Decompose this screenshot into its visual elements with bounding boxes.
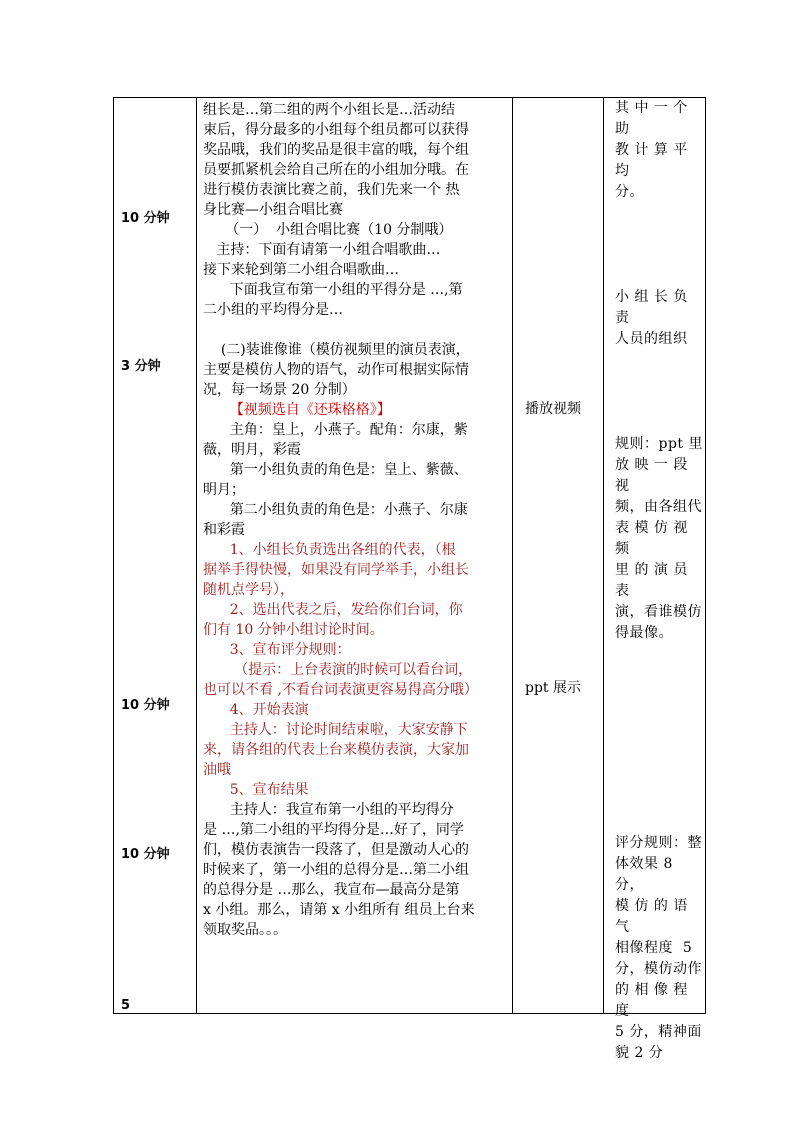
- note-line: 体效果 8 分，: [615, 856, 678, 893]
- content-line: 主要是模仿人物的语气，动作可根据实际情: [203, 362, 469, 378]
- note-line: 相像程度 5: [615, 940, 693, 956]
- content-line: 领取奖品。。。: [203, 922, 287, 938]
- content-line: 油哦: [203, 762, 231, 778]
- content-line: 明月；: [203, 482, 245, 498]
- content-line: （一） 小组合唱比赛（10 分制哦）: [203, 222, 453, 238]
- content-line: （提示：上台表演的时候可以看台词，: [203, 662, 473, 678]
- note-line: [615, 413, 706, 434]
- time-label: 10 分钟: [121, 211, 170, 226]
- content-line: 第一小组负责的角色是：皇上、紫薇、: [203, 462, 468, 478]
- note-line: 分，模仿动作: [615, 961, 702, 977]
- note-line: [615, 707, 706, 728]
- content-line: 4、开始表演: [203, 702, 309, 718]
- time-label: 10 分钟: [121, 847, 170, 862]
- note-line: 5 分，精神面: [615, 1024, 702, 1040]
- note-line: [615, 203, 706, 224]
- activity-content: [203, 98, 519, 940]
- content-line: 3、宣布评分规则：: [203, 642, 351, 658]
- note-line: 小 组 长 负 责: [615, 289, 693, 326]
- column-divider: [196, 98, 197, 1013]
- content-line: 【视频选自《还珠格格》】: [203, 402, 391, 418]
- note-line: [615, 770, 706, 791]
- note-line: 分。: [615, 184, 644, 200]
- time-label: 5: [121, 998, 131, 1013]
- content-line: 1、小组长负责选出各组的代表，（根: [203, 542, 456, 558]
- note-line: 规则：ppt 里: [615, 436, 703, 452]
- note-line: 里 的 演 员 表: [615, 562, 693, 599]
- content-line: 主持人：讨论时间结束啦，大家安静下: [203, 722, 468, 738]
- note-line: 频，由各组代: [615, 499, 702, 515]
- content-line: 况，每一场景 20 分制）: [203, 382, 356, 398]
- note-line: 教 计 算 平 均: [615, 142, 693, 179]
- content-line: [203, 320, 519, 340]
- content-line: 也可以不看 ,不看台词表演更容易得高分哦）: [203, 682, 478, 698]
- media-label: ppt 展示: [525, 680, 581, 696]
- note-line: 放 映 一 段 视: [615, 457, 693, 494]
- note-line: [615, 350, 706, 371]
- content-line: x 小组。那么，请第 x 小组所有 组员上台来: [203, 902, 475, 918]
- content-line: 来，请各组的代表上台来模仿表演，大家加: [203, 742, 469, 758]
- content-line: 接下来轮到第二小组合唱歌曲…: [203, 262, 399, 278]
- media-label: 播放视频: [525, 401, 581, 417]
- note-line: [615, 266, 706, 287]
- note-line: 演，看谁模仿: [615, 604, 702, 620]
- content-line: 和彩霞: [203, 522, 245, 538]
- content-line: 5、宣布结果: [203, 782, 309, 798]
- content-line: 主角：皇上，小燕子。配角：尔康，紫: [203, 422, 468, 438]
- content-line: 主持人：我宣布第一小组的平均得分: [203, 802, 454, 818]
- content-line: (二)装谁像谁（模仿视频里的演员表演，: [203, 342, 470, 358]
- lesson-plan-table: [113, 97, 706, 1061]
- content-line: 时候来了，第一小组的总得分是…第二小组: [203, 862, 469, 878]
- content-line: 下面我宣布第一小组的平得分是 …,第: [203, 282, 463, 298]
- content-line: 奖品哦，我们的奖品是很丰富的哦，每个组: [203, 142, 469, 158]
- note-line: 模 仿 的 语 气: [615, 898, 693, 935]
- content-line: 的总得分是 …那么，我宣布—最高分是第: [203, 882, 460, 898]
- content-line: 据举手得快慢，如果没有同学举手，小组长: [203, 562, 469, 578]
- content-line: 进行模仿表演比赛之前，我们先来一个 热: [203, 182, 460, 198]
- note-line: [615, 812, 706, 833]
- note-line: [615, 644, 706, 665]
- note-line: [615, 371, 706, 392]
- note-line: [615, 665, 706, 686]
- content-line: 们有 10 分钟小组讨论时间。: [203, 622, 384, 638]
- content-line: 身比赛—小组合唱比赛: [203, 202, 343, 218]
- time-label: 10 分钟: [121, 698, 170, 713]
- note-line: [615, 791, 706, 812]
- content-line: 二小组的平均得分是…: [203, 302, 343, 318]
- content-line: 束后，得分最多的小组每个组员都可以获得: [203, 122, 469, 138]
- content-line: 随机点学号），: [203, 582, 294, 598]
- note-line: [615, 686, 706, 707]
- content-line: 是 …,第二小组的平均得分是…好了，同学: [203, 822, 464, 838]
- content-line: 第二小组负责的角色是：小燕子、尔康: [203, 502, 468, 518]
- note-line: 得最像。: [615, 625, 673, 641]
- notes-column: [610, 98, 706, 1064]
- note-line: 人员的组织: [615, 331, 688, 347]
- note-line: [615, 728, 706, 749]
- content-line: 组长是…第二组的两个小组长是…活动结: [203, 102, 455, 118]
- content-line: 员要抓紧机会给自己所在的小组加分哦。在: [203, 162, 469, 178]
- time-label: 3 分钟: [121, 359, 161, 374]
- note-line: 貌 2 分: [615, 1045, 664, 1061]
- note-line: [615, 224, 706, 245]
- note-line: [615, 392, 706, 413]
- content-line: 主持：下面有请第一小组合唱歌曲…: [203, 242, 441, 258]
- note-line: 其 中 一 个 助: [615, 100, 693, 137]
- content-line: 2、选出代表之后，发给你们台词，你: [203, 602, 463, 618]
- note-line: [615, 749, 706, 770]
- note-line: 表 模 仿 视 频: [615, 520, 693, 557]
- note-line: 评分规则：整: [615, 835, 702, 851]
- column-divider: [603, 98, 604, 1013]
- note-line: [615, 245, 706, 266]
- content-line: 薇，明月，彩霞: [203, 442, 301, 458]
- note-line: 的 相 像 程 度: [615, 982, 693, 1019]
- content-line: 们，模仿表演告一段落了，但是激动人心的: [203, 842, 469, 858]
